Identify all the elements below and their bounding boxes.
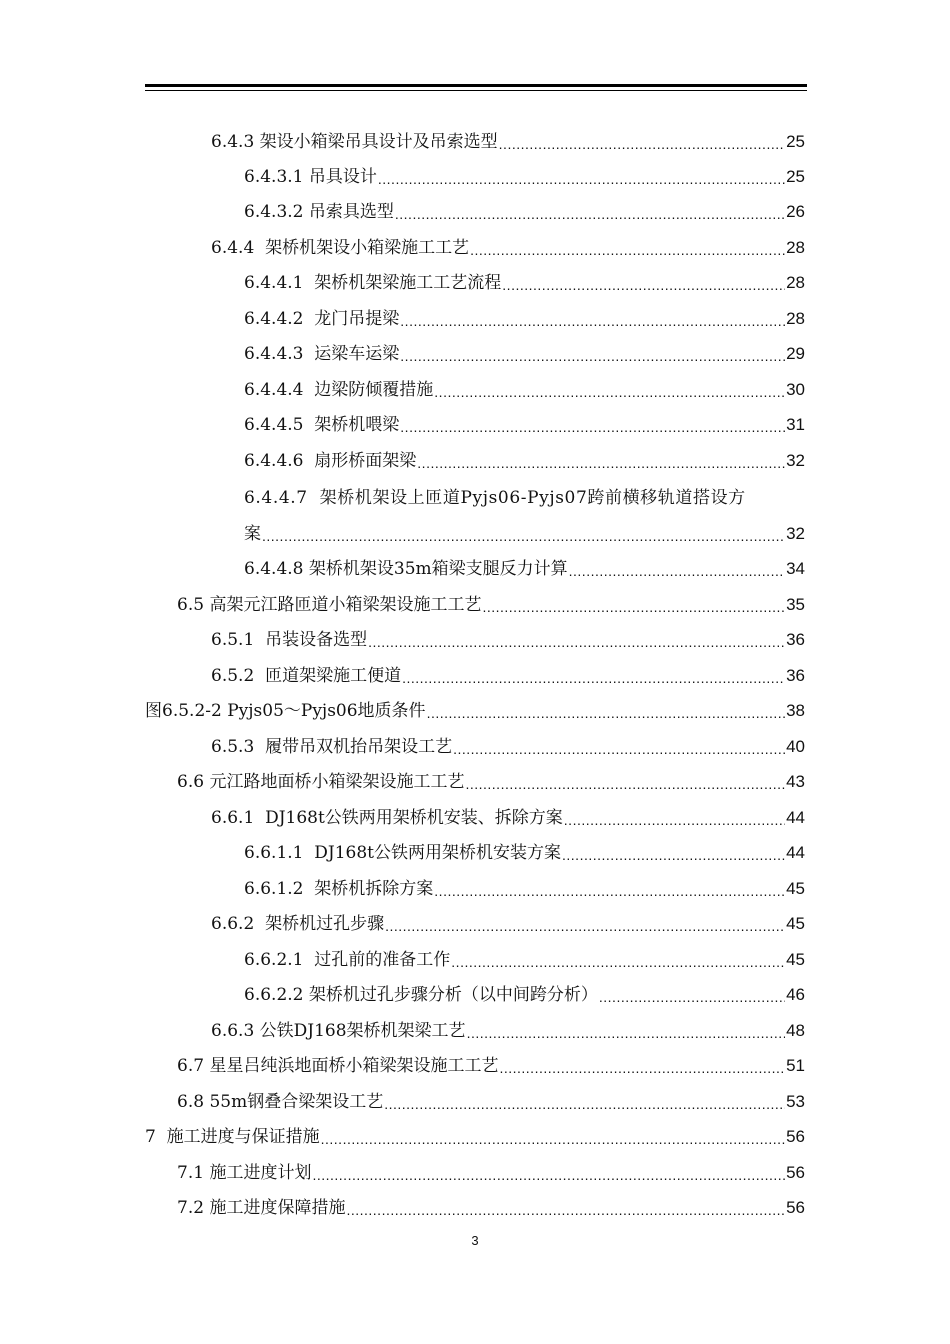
toc-entry-page: 30	[786, 380, 805, 399]
toc-entry-label: 6.6.2 架桥机过孔步骤	[211, 914, 385, 934]
toc-entry-page: 32	[786, 451, 805, 470]
toc-entry[interactable]	[211, 654, 805, 688]
toc-entry[interactable]	[211, 796, 805, 830]
toc-entry-label: 6.6.3 公铁DJ168架桥机架梁工艺	[211, 1021, 466, 1041]
toc-entry-page: 44	[786, 808, 805, 827]
toc-entry-label: 7.1 施工进度计划	[177, 1163, 312, 1183]
toc-entry[interactable]	[211, 120, 805, 154]
toc-entry[interactable]	[177, 583, 805, 617]
toc-entry-label: 6.4.4.1 架桥机架梁施工工艺流程	[244, 273, 502, 293]
toc-entry-page: 40	[786, 737, 805, 756]
leader-dots	[400, 346, 785, 366]
leader-dots	[569, 561, 785, 581]
leader-dots	[378, 169, 785, 189]
toc-entry[interactable]	[177, 1186, 805, 1220]
leader-dots	[400, 311, 785, 331]
toc-entry-page: 45	[786, 914, 805, 933]
toc-entry[interactable]	[211, 1009, 805, 1043]
toc-entry-page: 36	[786, 630, 805, 649]
toc-entry-page: 28	[786, 273, 805, 292]
toc-entry[interactable]	[177, 1080, 805, 1114]
leader-dots	[395, 204, 785, 224]
toc-entry-page: 48	[786, 1021, 805, 1040]
toc-entry-page: 53	[786, 1092, 805, 1111]
toc-entry[interactable]	[244, 403, 805, 437]
toc-entry[interactable]	[177, 1151, 805, 1185]
toc-entry-label: 6.4.3.1 吊具设计	[244, 167, 377, 187]
toc-entry[interactable]	[244, 368, 805, 402]
leader-dots	[467, 1023, 786, 1043]
toc-entry-page: 25	[786, 167, 805, 186]
leader-dots	[385, 916, 785, 936]
toc-entry[interactable]	[211, 725, 805, 759]
toc-entry[interactable]	[211, 226, 805, 260]
toc-entry[interactable]	[244, 439, 805, 473]
toc-entry-label: 6.8 55m钢叠合梁架设工艺	[177, 1092, 384, 1112]
toc-entry-page: 43	[786, 772, 805, 791]
toc-entry[interactable]	[177, 760, 805, 794]
toc-entry-page: 45	[786, 879, 805, 898]
toc-entry[interactable]	[244, 332, 805, 366]
toc-entry-page: 36	[786, 666, 805, 685]
toc-entry-label: 6.6.1.1 DJ168t公铁两用架桥机安装方案	[244, 843, 562, 863]
toc-entry-page: 29	[786, 344, 805, 363]
toc-entry-label: 7 施工进度与保证措施	[145, 1127, 320, 1147]
toc-entry-label: 6.4.4.8 架桥机架设35m箱梁支腿反力计算	[244, 559, 568, 579]
toc-entry[interactable]	[244, 297, 805, 331]
toc-entry-page: 46	[786, 985, 805, 1004]
toc-entry-page: 32	[786, 524, 805, 543]
leader-dots	[564, 810, 785, 830]
toc-entry-label: 图6.5.2-2 Pyjs05～Pyjs06地质条件	[145, 701, 426, 721]
leader-dots	[470, 240, 785, 260]
toc-entry-label: 6.4.4.6 扇形桥面架梁	[244, 451, 417, 471]
leader-dots	[384, 1094, 785, 1114]
toc-entry-page: 25	[786, 132, 805, 151]
toc-entry-page: 28	[786, 309, 805, 328]
toc-entry[interactable]	[244, 831, 805, 865]
leader-dots	[368, 632, 785, 652]
toc-entry[interactable]	[177, 1044, 805, 1078]
leader-dots	[417, 453, 785, 473]
leader-dots	[262, 526, 785, 546]
toc-entry-label: 6.4.3.2 吊索具选型	[244, 202, 394, 222]
toc-entry-label: 6.4.4.2 龙门吊提梁	[244, 309, 400, 329]
toc-entry-page: 51	[786, 1056, 805, 1075]
toc-entry[interactable]	[244, 155, 805, 189]
leader-dots	[434, 881, 785, 901]
leader-dots	[499, 134, 785, 154]
header-rule-thin	[145, 90, 807, 91]
header-rule-thick	[145, 84, 807, 87]
toc-entry-wrapped-line[interactable]: 6.4.4.7 架桥机架设上匝道Pyjs06-Pyjs07跨前横移轨道搭设方	[244, 488, 746, 508]
toc-entry-label: 6.6.1.2 架桥机拆除方案	[244, 879, 434, 899]
toc-entry[interactable]	[244, 512, 805, 546]
toc-entry-label: 6.4.4.4 边梁防倾覆措施	[244, 380, 434, 400]
leader-dots	[427, 703, 786, 723]
toc-entry-label: 6.5.1 吊装设备选型	[211, 630, 368, 650]
leader-dots	[402, 668, 785, 688]
toc-entry[interactable]	[244, 547, 805, 581]
toc-entry-label: 7.2 施工进度保障措施	[177, 1198, 346, 1218]
toc-entry-page: 35	[786, 595, 805, 614]
toc-entry-label: 案	[244, 524, 261, 544]
leader-dots	[321, 1129, 785, 1149]
toc-entry[interactable]	[244, 973, 805, 1007]
toc-entry-label: 6.4.3 架设小箱梁吊具设计及吊索选型	[211, 132, 498, 152]
toc-entry[interactable]	[244, 190, 805, 224]
toc-entry-label: 6.7 星星吕纯浜地面桥小箱梁架设施工工艺	[177, 1056, 499, 1076]
toc-entry[interactable]	[244, 938, 805, 972]
leader-dots	[453, 739, 785, 759]
toc-entry-label: 6.5 高架元江路匝道小箱梁架设施工工艺	[177, 595, 482, 615]
leader-dots	[346, 1200, 785, 1220]
toc-entry-page: 56	[786, 1127, 805, 1146]
toc-entry-page: 34	[786, 559, 805, 578]
toc-entry-label: 6.4.4.3 运梁车运梁	[244, 344, 400, 364]
toc-entry-label: 6.6.1 DJ168t公铁两用架桥机安装、拆除方案	[211, 808, 563, 828]
leader-dots	[599, 987, 785, 1007]
toc-entry-page: 56	[786, 1163, 805, 1182]
toc-entry-label: 6.5.2 匝道架梁施工便道	[211, 666, 402, 686]
toc-entry-label: 6.5.3 履带吊双机抬吊架设工艺	[211, 737, 453, 757]
leader-dots	[400, 417, 785, 437]
footer-page-number: 3	[471, 1233, 479, 1248]
toc-entry[interactable]	[244, 867, 805, 901]
toc-entry-label: 6.6.2.1 过孔前的准备工作	[244, 950, 451, 970]
toc-entry[interactable]	[145, 689, 805, 723]
toc-entry[interactable]	[244, 261, 805, 295]
toc-entry-page: 38	[786, 701, 805, 720]
toc-entry-label: 6.6 元江路地面桥小箱梁架设施工工艺	[177, 772, 465, 792]
toc-entry-page: 56	[786, 1198, 805, 1217]
leader-dots	[562, 845, 785, 865]
leader-dots	[465, 774, 785, 794]
toc-entry-label: 6.4.4 架桥机架设小箱梁施工工艺	[211, 238, 470, 258]
toc-entry-page: 45	[786, 950, 805, 969]
toc-entry[interactable]	[211, 618, 805, 652]
toc-entry-page: 31	[786, 415, 805, 434]
toc-entry-page: 44	[786, 843, 805, 862]
leader-dots	[451, 952, 785, 972]
leader-dots	[482, 597, 785, 617]
toc-entry-label: 6.6.2.2 架桥机过孔步骤分析（以中间跨分析）	[244, 985, 598, 1005]
toc-entry[interactable]	[145, 1115, 805, 1149]
toc-entry-page: 26	[786, 202, 805, 221]
leader-dots	[502, 275, 785, 295]
leader-dots	[499, 1058, 785, 1078]
leader-dots	[434, 382, 785, 402]
leader-dots	[312, 1165, 785, 1185]
toc-entry-page: 28	[786, 238, 805, 257]
toc-entry-label: 6.4.4.5 架桥机喂梁	[244, 415, 400, 435]
toc-entry[interactable]	[211, 902, 805, 936]
